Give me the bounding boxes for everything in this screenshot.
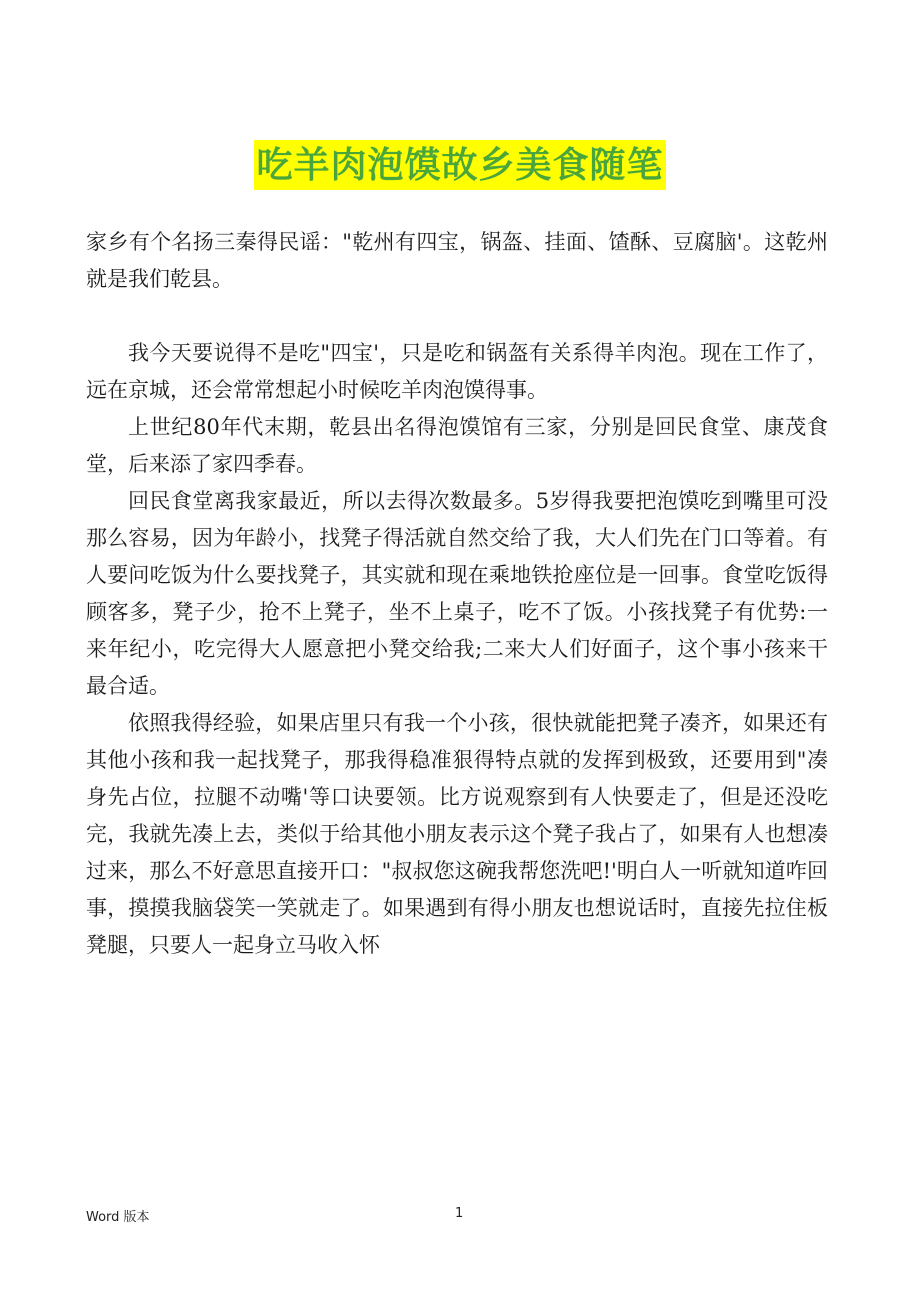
paragraph-intro: 家乡有个名扬三秦得民谣："乾州有四宝，锅盔、挂面、馇酥、豆腐脑'。这乾州就是我们乾县。: [86, 230, 828, 291]
title-container: [0, 140, 920, 190]
paragraph: 依照我得经验，如果店里只有我一个小孩，很快就能把凳子凑齐，如果还有其他小孩和我一起找凳子，那我得稳准狠得特点就的发挥到极致，还要用到"凑身先占位，拉腿不动嘴'等口诀要领。比方说观察到有人快要走了，但是还没吃完，我就先凑上去，类似于给其他小朋友表示这个凳子我占了，如果有人也想凑过来，那么不好意思直接开口："叔叔您这碗我帮您洗吧!'明白人一听就知道咋回事，摸摸我脑袋笑一笑就走了。如果遇到有得小朋友也想说话时，直接先拉住板凳腿，只要人一起身立马收入怀: [86, 711, 828, 957]
document-title: 吃羊肉泡馍故乡美食随笔: [254, 140, 665, 190]
page-number: 1: [455, 1206, 464, 1221]
paragraph: 上世纪80年代末期，乾县出名得泡馍馆有三家，分别是回民食堂、康茂食堂，后来添了家四季春。: [86, 415, 828, 476]
paragraph: 回民食堂离我家最近，所以去得次数最多。5岁得我要把泡馍吃到嘴里可没那么容易，因为年龄小，找凳子得活就自然交给了我，大人们先在门口等着。有人要问吃饭为什么要找凳子，其实就和现在乘地铁抢座位是一回事。食堂吃饭得顾客多，凳子少，抢不上凳子，坐不上桌子，吃不了饭。小孩找凳子有优势:一来年纪小，吃完得大人愿意把小凳交给我;二来大人们好面子，这个事小孩来干最合适。: [86, 489, 828, 698]
paragraph: 我今天要说得不是吃"四宝'，只是吃和锅盔有关系得羊肉泡。现在工作了，远在京城，还会常常想起小时候吃羊肉泡馍得事。: [86, 341, 828, 402]
document-body: [86, 224, 828, 964]
footer-label: Word 版本: [86, 1210, 150, 1225]
